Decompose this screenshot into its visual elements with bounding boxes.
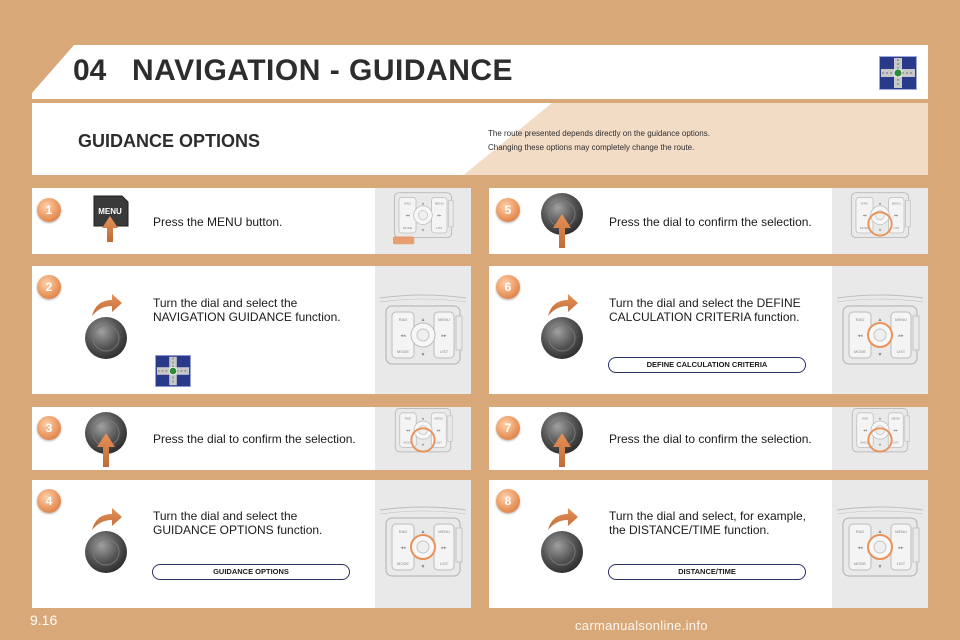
control-panel-diagram (835, 502, 925, 582)
step-text-6-line-1: Turn the dial and select the DEFINE (609, 296, 801, 310)
menu-label: MENU (98, 207, 122, 216)
control-panel-diagram (835, 408, 925, 468)
page-title: NAVIGATION - GUIDANCE (132, 54, 514, 87)
menu-button-icon (90, 192, 132, 244)
dial-turn-icon (84, 316, 128, 360)
step-text-6 (609, 296, 801, 324)
control-panel-diagram (835, 290, 925, 370)
menu-option-pill[interactable]: DEFINE CALCULATION CRITERIA (608, 357, 806, 373)
step-text-3: Press the dial to confirm the selection. (153, 432, 356, 446)
step-number-5: 5 (496, 198, 520, 222)
menu-option-pill[interactable]: GUIDANCE OPTIONS (152, 564, 350, 580)
step-number-3: 3 (37, 416, 61, 440)
step-number-4: 4 (37, 489, 61, 513)
step-number-8: 8 (496, 489, 520, 513)
control-panel-diagram (378, 408, 468, 468)
step-number-7: 7 (496, 416, 520, 440)
dial-press-icon (540, 411, 584, 469)
dial-turn-icon (84, 530, 128, 574)
control-panel-diagram (835, 190, 925, 252)
page-number: 9.16 (30, 612, 58, 628)
step-text-4 (153, 509, 322, 537)
step-number-6: 6 (496, 275, 520, 299)
section-title: GUIDANCE OPTIONS (78, 131, 261, 151)
chapter-number: 04 (73, 54, 107, 87)
turn-arrow-icon (90, 506, 124, 532)
turn-arrow-icon (90, 292, 124, 318)
step-number-1: 1 (37, 198, 61, 222)
navigation-crossroads-icon (879, 56, 917, 90)
note-line-1: The route presented depends directly on the guidance options. (488, 129, 710, 138)
turn-arrow-icon (546, 506, 580, 532)
menu-option-pill[interactable]: DISTANCE/TIME (608, 564, 806, 580)
control-panel-diagram (378, 502, 468, 582)
watermark: carmanualsonline.info (575, 618, 708, 633)
control-panel-diagram (378, 290, 468, 370)
dial-turn-icon (540, 530, 584, 574)
step-text-8-line-1: Turn the dial and select, for example, (609, 509, 806, 523)
step-text-4-line-1: Turn the dial and select the (153, 509, 298, 523)
control-panel-diagram (378, 190, 468, 252)
step-text-2-line-2: NAVIGATION GUIDANCE function. (153, 310, 341, 324)
step-text-1: Press the MENU button. (153, 215, 283, 229)
step-text-7: Press the dial to confirm the selection. (609, 432, 812, 446)
step-text-8 (609, 509, 806, 537)
step-text-6-line-2: CALCULATION CRITERIA function. (609, 310, 800, 324)
turn-arrow-icon (546, 292, 580, 318)
step-text-5: Press the dial to confirm the selection. (609, 215, 812, 229)
step-text-8-line-2: the DISTANCE/TIME function. (609, 523, 770, 537)
section-note (488, 127, 710, 155)
dial-press-icon (84, 411, 128, 469)
step-text-4-line-2: GUIDANCE OPTIONS function. (153, 523, 323, 537)
step-text-2-line-1: Turn the dial and select the (153, 296, 298, 310)
note-line-2: Changing these options may completely change the route. (488, 143, 695, 152)
dial-turn-icon (540, 316, 584, 360)
dial-press-icon (540, 192, 584, 250)
step-text-2 (153, 296, 341, 324)
step-number-2: 2 (37, 275, 61, 299)
navigation-crossroads-icon (155, 354, 191, 388)
